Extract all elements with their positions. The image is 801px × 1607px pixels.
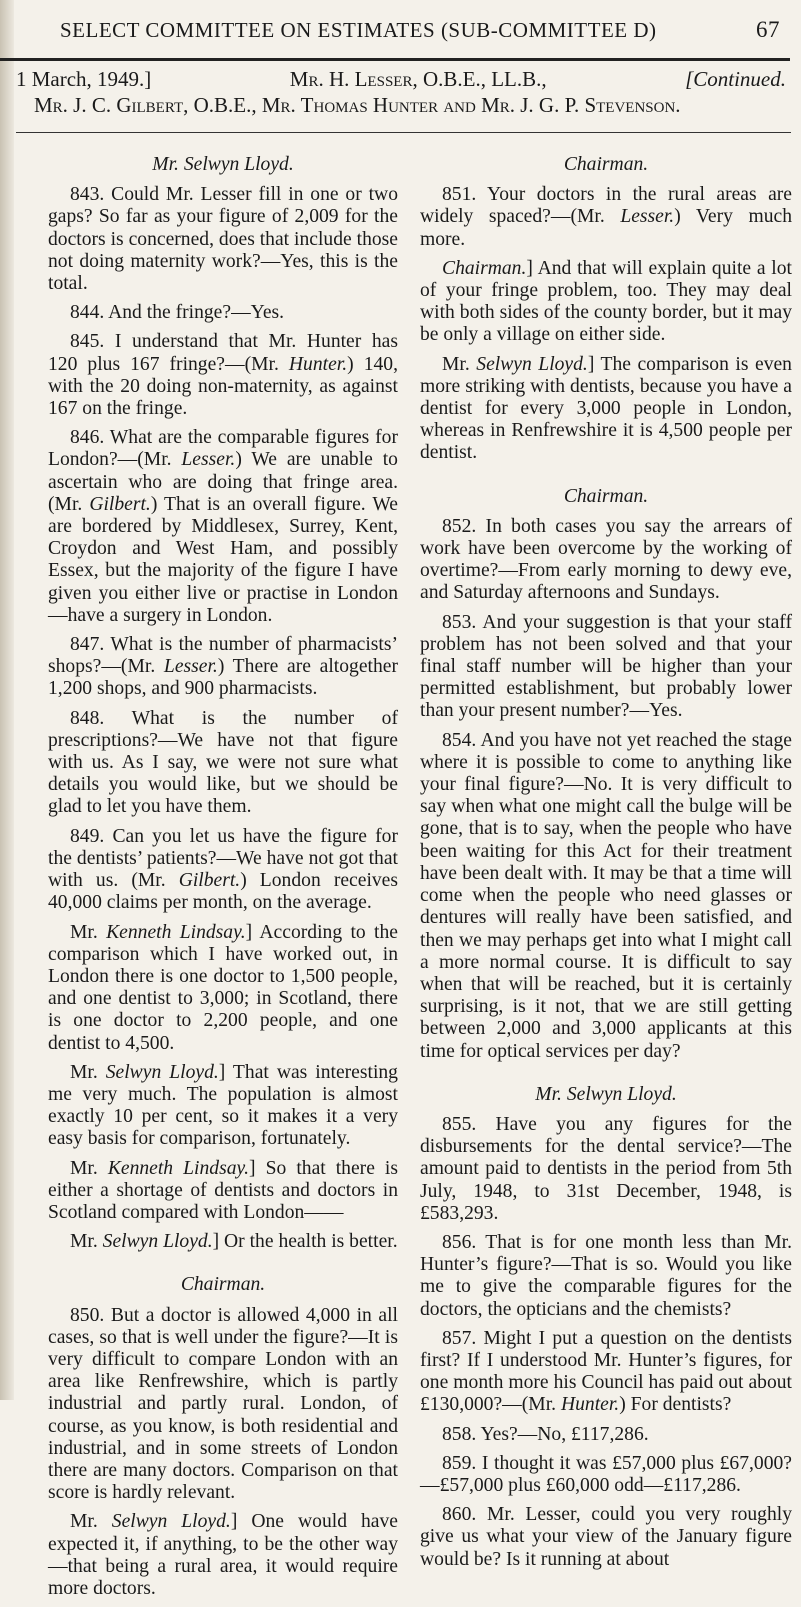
speaker-heading: Chairman. [180,1274,266,1296]
question-856: 856. That is for one month less than Mr. Hunter’s figure?—That is so. Would you like me to give the comparable figures for the doctors, the opticians and the chemists? [420,1231,792,1320]
question-852: 852. In both cases you say the arrears of work have been overcome by the working of overtime?—From early morning to dewy eve, and Saturday afternoons and Sundays. [420,515,792,604]
question-855: 855. Have you any figures for the disbursements for the dental service?—The amount paid to dentists in the period from 5th July, 1948, to 31st December, 1948, is £583,293. [420,1113,792,1224]
remark-lloyd-2: Mr. Selwyn Lloyd.] Or the health is better. [70,1231,398,1253]
question-858: 858. Yes?—No, £117,286. [442,1423,649,1445]
question-860: 860. Mr. Lesser, could you very roughly give us what your view of the January figure would be? Is it running at about [420,1504,792,1570]
remark-lloyd-3: Mr. Selwyn Lloyd.] One would have expected it, if anything, to be the other way—that being a rural area, it would require more doctors. [48,1511,398,1599]
session-date: 1 March, 1949.] [16,67,152,91]
page-number: 67 [756,17,780,42]
remark-lindsay-2: Mr. Kenneth Lindsay.] So that there is either a shortage of dentists and doctors in Scotland compared with London—— [48,1157,399,1223]
dateline-rule [16,132,791,133]
left-column [48,150,398,1607]
speaker-heading: Chairman. [563,154,649,175]
question-849: 849. Can you let us have the figure for the dentists’ patients?—We have not got that with us. (Mr. Gilbert.) London receives 40,000 claims per month, on the average. [48,825,399,914]
running-title: SELECT COMMITTEE ON ESTIMATES (SUB-COMMITTEE D) [60,17,657,42]
question-857: 857. Might I put a question on the dentists first? If I understood Mr. Hunter’s figures, for one month more his Council has paid out about £130,000?—(Mr. Hunter.) For dentists? [420,1327,792,1416]
question-844: 844. And the fringe?—Yes. [70,302,285,324]
running-header [60,0,780,60]
page-binding-edge [0,0,14,1400]
question-851: 851. Your doctors in the rural areas are widely spaced?—(Mr. Lesser.) Very much more. [420,184,793,250]
header-rule [0,58,790,61]
question-846: 846. What are the comparable figures for London?—(Mr. Lesser.) We are unable to ascertain who are doing that fringe area. (Mr. Gilbert.) That is an overall figure. We are bordered by Middlesex, Surrey, Kent, Croydon and West Ham, and possibly Essex, but the majority of the figure I have given you either live or practise in London—have a surgery in London. [48,427,398,626]
question-853: 853. And your suggestion is that your staff problem has not been solved and that your final staff number will be higher than your permitted establishment, but probably lower than your present number?—Yes. [420,611,792,722]
continued-marker: [Continued. [685,67,786,91]
remark-lloyd-dentists: Mr. Selwyn Lloyd.] The comparison is even more striking with dentists, because you have a dentist for every 3,000 people in London, whereas in Renfrewshire it is 4,500 people per dentist. [420,353,792,464]
speaker-heading: Chairman. [563,485,649,507]
speaker-heading: Mr. Selwyn Lloyd. [152,154,294,175]
speaker-heading: Mr. Selwyn Lloyd. [535,1083,677,1105]
witness-names-line2: Mr. J. C. Gilbert, O.B.E., Mr. Thomas Hunter and Mr. J. G. P. Stevenson. [34,93,681,117]
question-854: 854. And you have not yet reached the stage where it is possible to come to anything like your final figure?—No. It is very difficult to say when what one might call the bulge will be gone, that is to say, when the people who have been waiting for this Act for their treatment have been dealt with. It may be that a time will come when the people who need glasses or dentures will really have been satisfied, and then we may perhaps get into what I might call a more normal course. It is difficult to say when that will be reached, but it is certainly surprising, is it not, that we are still getting between 2,000 and 3,000 applicants at this time for optical services per day? [420,729,792,1062]
question-859: 859. I thought it was £57,000 plus £67,000?—£57,000 plus £60,000 odd—£117,286. [420,1452,792,1496]
remark-chairman-1: Chairman.] And that will explain quite a lot of your fringe problem, too. They may deal with both sides of the county border, but it may be only a village on either side. [420,257,792,346]
remark-lloyd-1: Mr. Selwyn Lloyd.] That was interesting me very much. The population is almost exactly 10 per cent, so it makes it a very easy basis for comparison, fortunately. [48,1061,398,1150]
session-dateline [16,66,786,118]
witness-names-line1: Mr. H. Lesser, O.B.E., LL.B., [289,67,547,91]
question-843: 843. Could Mr. Lesser fill in one or two gaps? So far as your figure of 2,009 for the doctors is concerned, does that include those not doing maternity work?—Yes, this is the total. [48,184,398,295]
right-column [420,150,792,1578]
question-847: 847. What is the number of pharmacists’ shops?—(Mr. Lesser.) There are altogether 1,200 shops, and 900 pharmacists. [48,634,398,700]
remark-lindsay-1: Mr. Kenneth Lindsay.] According to the comparison which I have worked out, in London there is one doctor to 1,500 people, and one dentist to 3,000; in Scotland, there is one doctor to 2,200 people, and one dentist to 4,500. [48,921,398,1054]
question-850: 850. But a doctor is allowed 4,000 in all cases, so that is well under the figure?—It is very difficult to compare London with an area like Renfrewshire, which is partly industrial and partly rural. London, of course, as you know, is both residential and industrial, and in some streets of London there are many doctors. Comparison on that score is hardly relevant. [48,1304,398,1504]
question-848: 848. What is the number of prescriptions?—We have not that figure with us. As I say, we were not sure what details you would like, but we should be glad to let you have them. [48,707,398,818]
question-845: 845. I understand that Mr. Hunter has 120 plus 167 fringe?—(Mr. Hunter.) 140, with the 20 doing non-maternity, as against 167 on the fringe. [48,331,398,420]
